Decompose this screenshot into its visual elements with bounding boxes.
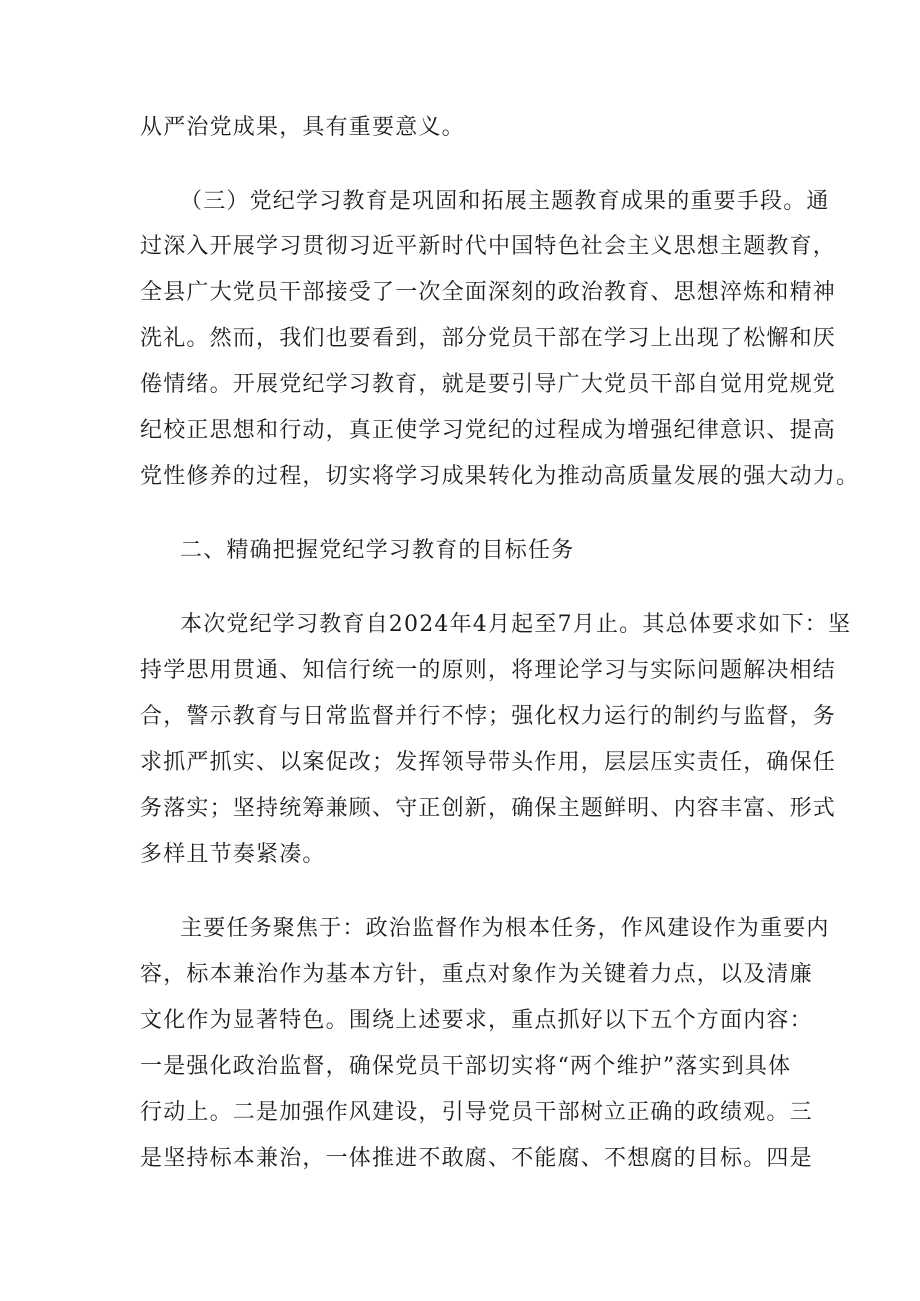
paragraph-line: 行动上。二是加强作风建设，引导党员干部树立正确的政绩观。三 [140,1100,813,1125]
paragraph-line: 全县广大党员干部接受了一次全面深刻的政治教育、思想淬炼和精神 [140,280,837,305]
paragraph-line: 多样且节奏紧凑。 [140,842,326,867]
paragraph-line: 主要任务聚焦于：政治监督作为根本任务，作风建设作为重要内 [180,916,830,941]
paragraph-line: 合，警示教育与日常监督并行不悖；强化权力运行的制约与监督，务 [140,704,837,729]
paragraph-line: 持学思用贯通、知信行统一的原则，将理论学习与实际问题解决相结 [140,658,837,683]
section-heading: 二、精确把握党纪学习教育的目标任务 [180,538,575,563]
paragraph-line: 本次党纪学习教育自2024年4月起至7月止。其总体要求如下：坚 [180,612,852,637]
paragraph-line: 纪校正思想和行动，真正使学习党纪的过程成为增强纪律意识、提高 [140,418,837,443]
paragraph-line: 过深入开展学习贯彻习近平新时代中国特色社会主义思想主题教育， [140,234,837,259]
paragraph-line: 求抓严抓实、以案促改；发挥领导带头作用，层层压实责任，确保任 [140,750,837,775]
paragraph-line: 是坚持标本兼治，一体推进不敢腐、不能腐、不想腐的目标。四是 [140,1146,813,1171]
paragraph-line: 从严治党成果，具有重要意义。 [140,115,465,140]
paragraph-line: 文化作为显著特色。围绕上述要求，重点抓好以下五个方面内容： [140,1008,813,1033]
paragraph-line: 党性修养的过程，切实将学习成果转化为推动高质量发展的强大动力。 [140,464,860,489]
paragraph-line: 倦情绪。开展党纪学习教育，就是要引导广大党员干部自觉用党规党 [140,372,837,397]
paragraph-line: 洗礼。然而，我们也要看到，部分党员干部在学习上出现了松懈和厌 [140,326,837,351]
paragraph-line: 务落实；坚持统筹兼顾、守正创新，确保主题鲜明、内容丰富、形式 [140,796,837,821]
paragraph-line: 一是强化政治监督，确保党员干部切实将“两个维护”落实到具体 [140,1054,792,1079]
paragraph-line: 容，标本兼治作为基本方针，重点对象作为关键着力点，以及清廉 [140,962,813,987]
paragraph-line: （三）党纪学习教育是巩固和拓展主题教育成果的重要手段。通 [180,189,830,214]
